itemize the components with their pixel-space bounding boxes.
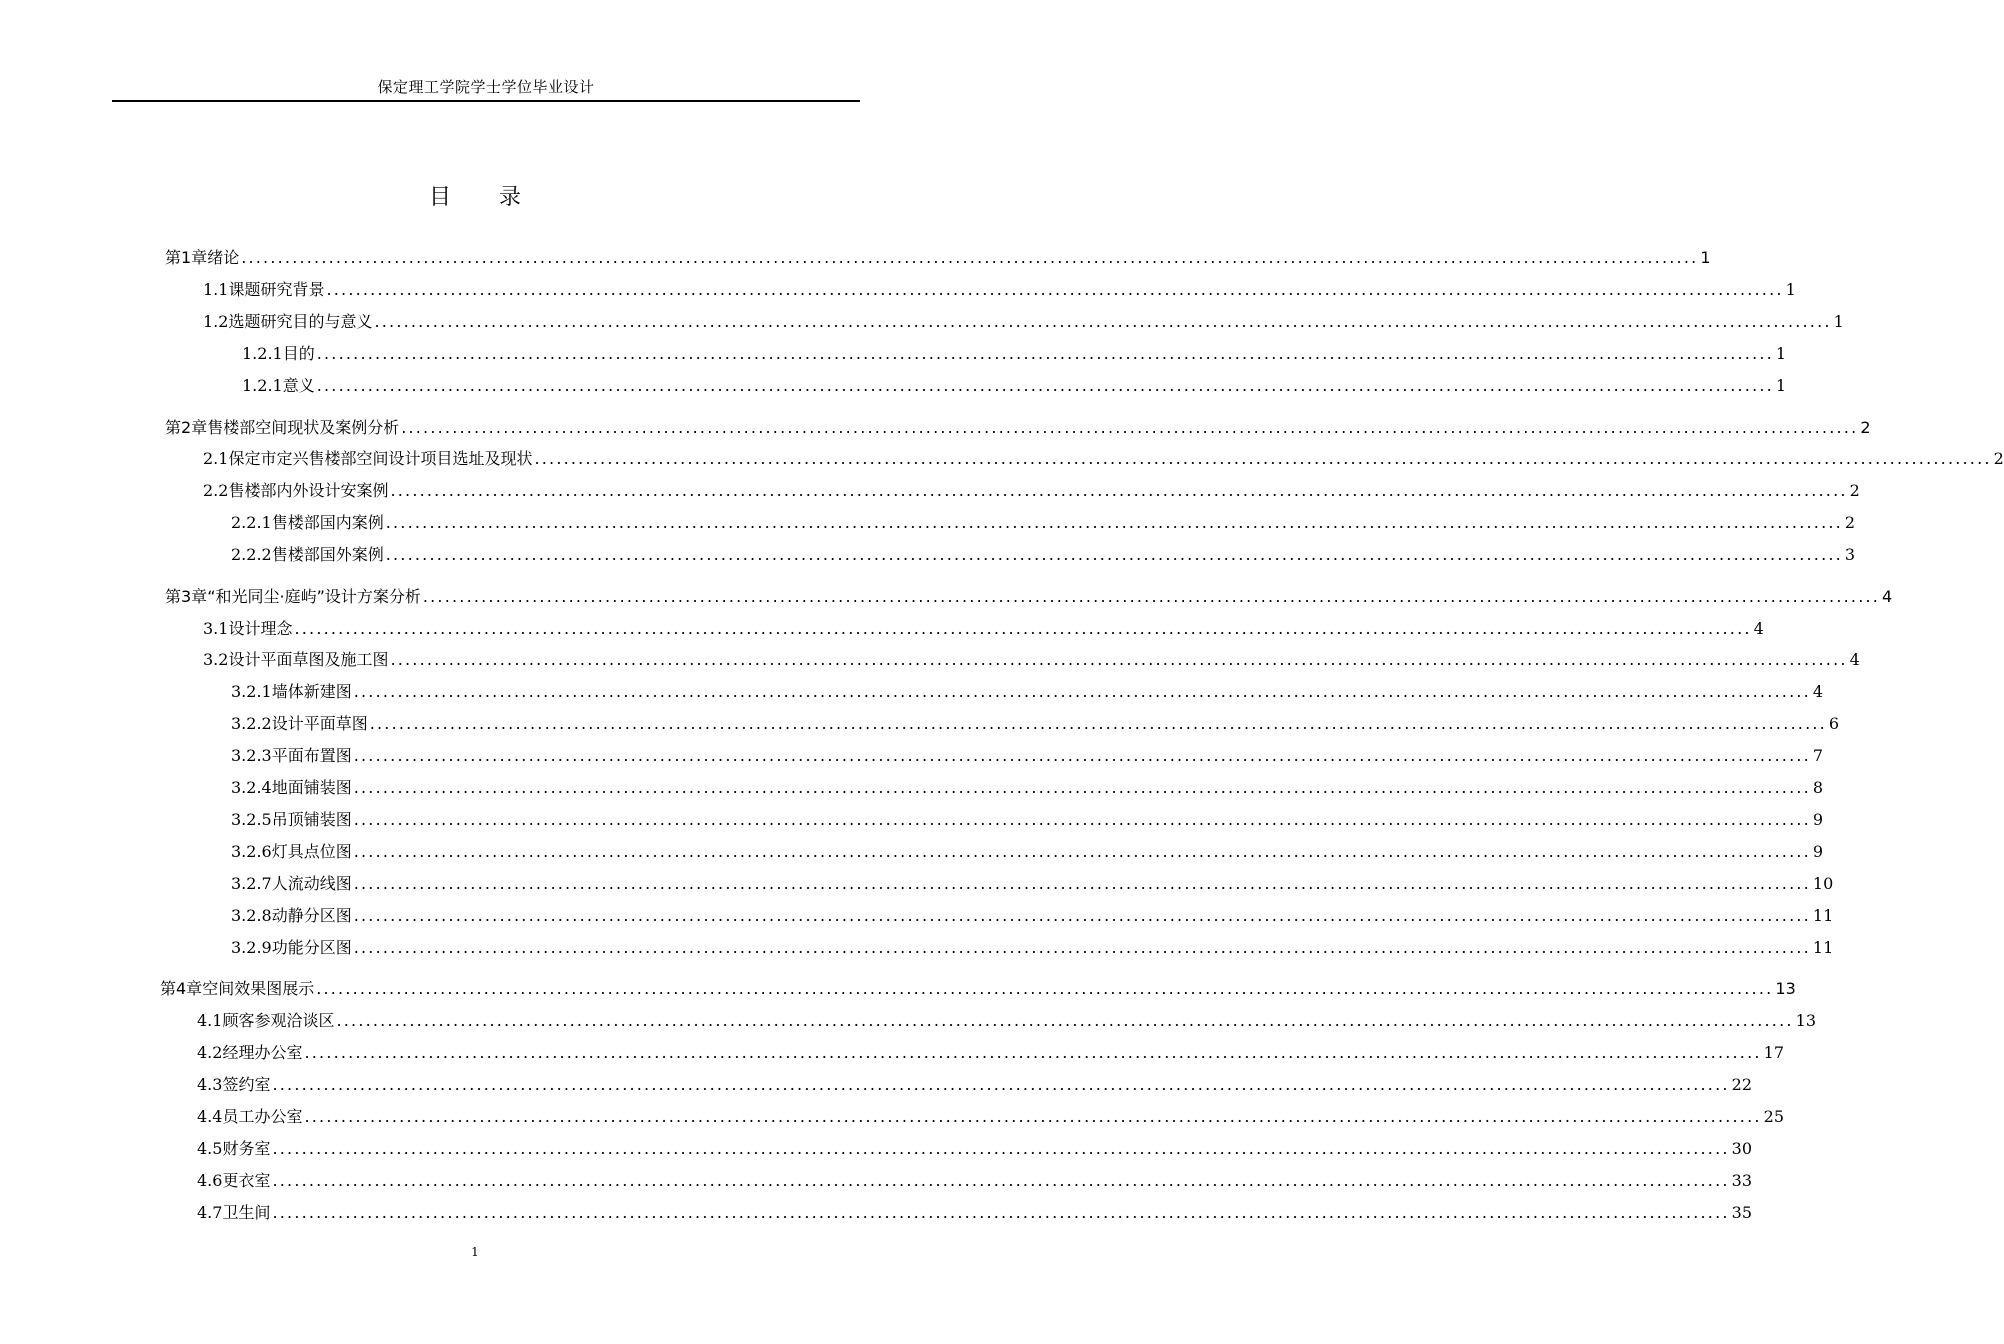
toc-entry-number: 1.2: [203, 312, 229, 331]
toc-entry-title: 空间效果图展示: [202, 979, 315, 998]
toc-entry-number: 第4章: [160, 979, 203, 998]
toc-section-entry[interactable]: [242, 342, 1787, 366]
toc-entry-page: 4: [1882, 587, 1893, 606]
toc-entry-page: 22: [1731, 1075, 1753, 1094]
toc-leader-dots: ........................................................................................................................................................................................................: [336, 1011, 1794, 1030]
toc-entry-page: 1: [1775, 344, 1787, 363]
toc-entry-title: 财务室: [222, 1139, 271, 1158]
toc-entry-title: 保定市定兴售楼部空间设计项目选址及现状: [228, 449, 533, 468]
toc-leader-dots: ........................................................................................................................................................................................................: [422, 587, 1881, 606]
toc-entry-page: 4: [1753, 619, 1764, 638]
toc-leader-dots: ........................................................................................................................................................................................................: [304, 1107, 1762, 1126]
toc-entry-page: 2: [1844, 513, 1856, 532]
toc-section-entry[interactable]: [197, 1105, 1785, 1129]
toc-leader-dots: ........................................................................................................................................................................................................: [353, 682, 1811, 701]
toc-entry-title: 顾客参观洽谈区: [222, 1011, 335, 1030]
toc-section-entry[interactable]: [231, 511, 1856, 535]
toc-entry-title: “和光同尘·庭屿”设计方案分析: [207, 587, 421, 606]
page-number: 1: [471, 1245, 479, 1259]
toc-leader-dots: ........................................................................................................................................................................................................: [390, 650, 1848, 669]
toc-entry-page: 1: [1833, 312, 1844, 331]
toc-entry-number: 3.2.7: [231, 874, 272, 893]
toc-entry-page: 8: [1812, 778, 1824, 797]
toc-entry-page: 25: [1763, 1107, 1785, 1126]
toc-entry-page: 3: [1844, 545, 1856, 564]
toc-leader-dots: ........................................................................................................................................................................................................: [374, 312, 1832, 331]
toc-section-entry[interactable]: [231, 808, 1824, 832]
toc-leader-dots: ........................................................................................................................................................................................................: [385, 513, 1843, 532]
toc-entry-page: 9: [1812, 842, 1824, 861]
toc-entry-page: 2: [1860, 418, 1871, 437]
toc-entry-title: 卫生间: [222, 1203, 271, 1222]
toc-entry-page: 2: [1849, 481, 1860, 500]
toc-entry-title: 售楼部国内案例: [271, 513, 384, 532]
toc-entry-title: 设计平面草图: [271, 714, 368, 733]
toc-section-entry[interactable]: [203, 648, 1860, 672]
toc-leader-dots: ........................................................................................................................................................................................................: [353, 842, 1811, 861]
toc-entry-page: 11: [1812, 906, 1834, 925]
toc-leader-dots: ........................................................................................................................................................................................................: [369, 714, 1827, 733]
toc-section-entry[interactable]: [197, 1169, 1753, 1193]
toc-section-entry[interactable]: [197, 1201, 1753, 1225]
toc-leader-dots: ........................................................................................................................................................................................................: [534, 449, 1992, 468]
toc-entry-number: 3.2.5: [231, 810, 272, 829]
toc-entry-title: 员工办公室: [222, 1107, 303, 1126]
toc-section-entry[interactable]: [203, 479, 1860, 503]
toc-entry-page: 1: [1785, 280, 1796, 299]
toc-entry-number: 4.5: [197, 1139, 223, 1158]
toc-leader-dots: ........................................................................................................................................................................................................: [316, 376, 1774, 395]
toc-section-entry[interactable]: [231, 840, 1824, 864]
toc-leader-dots: ........................................................................................................................................................................................................: [294, 619, 1752, 638]
toc-entry-title: 吊顶铺装图: [271, 810, 352, 829]
toc-leader-dots: ........................................................................................................................................................................................................: [353, 746, 1811, 765]
toc-entry-number: 2.2.1: [231, 513, 272, 532]
toc-entry-number: 4.3: [197, 1075, 223, 1094]
toc-entry-page: 11: [1812, 938, 1834, 957]
toc-entry-number: 3.2.4: [231, 778, 272, 797]
toc-section-entry[interactable]: [197, 1041, 1785, 1065]
toc-entry-number: 2.1: [203, 449, 229, 468]
page-header: 保定理工学院学士学位毕业设计: [377, 78, 595, 96]
toc-entry-number: 3.2.8: [231, 906, 272, 925]
toc-leader-dots: ........................................................................................................................................................................................................: [353, 906, 1811, 925]
toc-leader-dots: ........................................................................................................................................................................................................: [316, 979, 1774, 998]
toc-entry-number: 3.1: [203, 619, 229, 638]
toc-entry-title: 意义: [282, 376, 315, 395]
toc-leader-dots: ........................................................................................................................................................................................................: [401, 418, 1859, 437]
toc-leader-dots: ........................................................................................................................................................................................................: [326, 280, 1784, 299]
toc-section-entry[interactable]: [231, 872, 1834, 896]
toc-entry-title: 墙体新建图: [271, 682, 352, 701]
toc-section-entry[interactable]: [203, 447, 2004, 471]
toc-entry-page: 10: [1812, 874, 1834, 893]
toc-chapter-entry[interactable]: [165, 246, 1711, 270]
toc-entry-number: 3.2.1: [231, 682, 272, 701]
toc-entry-number: 1.2.1: [242, 376, 283, 395]
toc-entry-number: 4.7: [197, 1203, 223, 1222]
toc-entry-number: 1.1: [203, 280, 229, 299]
toc-leader-dots: ........................................................................................................................................................................................................: [353, 874, 1811, 893]
toc-leader-dots: ........................................................................................................................................................................................................: [353, 778, 1811, 797]
toc-entry-number: 3.2: [203, 650, 229, 669]
toc-entry-page: 4: [1849, 650, 1860, 669]
toc-entry-number: 3.2.3: [231, 746, 272, 765]
toc-entry-page: 2: [1993, 449, 2004, 468]
toc-entry-number: 3.2.6: [231, 842, 272, 861]
toc-entry-number: 4.2: [197, 1043, 223, 1062]
toc-entry-number: 第3章: [165, 587, 208, 606]
toc-entry-number: 4.1: [197, 1011, 223, 1030]
toc-entry-page: 6: [1828, 714, 1840, 733]
toc-leader-dots: ........................................................................................................................................................................................................: [272, 1171, 1730, 1190]
toc-section-entry[interactable]: [231, 776, 1824, 800]
toc-section-entry[interactable]: [242, 374, 1787, 398]
toc-leader-dots: ........................................................................................................................................................................................................: [304, 1043, 1762, 1062]
toc-section-entry[interactable]: [197, 1009, 1817, 1033]
toc-entry-title: 功能分区图: [271, 938, 352, 957]
toc-leader-dots: ........................................................................................................................................................................................................: [272, 1075, 1730, 1094]
toc-entry-number: 2.2: [203, 481, 229, 500]
toc-entry-title: 平面布置图: [271, 746, 352, 765]
toc-entry-page: 35: [1731, 1203, 1753, 1222]
toc-section-entry[interactable]: [231, 936, 1834, 960]
toc-chapter-entry[interactable]: [165, 416, 1871, 440]
toc-entry-number: 第2章: [165, 418, 208, 437]
toc-entry-page: 13: [1795, 1011, 1817, 1030]
toc-entry-number: 3.2.2: [231, 714, 272, 733]
toc-entry-page: 17: [1763, 1043, 1785, 1062]
header-rule: [112, 100, 860, 102]
toc-section-entry[interactable]: [203, 310, 1844, 334]
toc-chapter-entry[interactable]: [165, 585, 1893, 609]
toc-entry-title: 动静分区图: [271, 906, 352, 925]
page-title: [0, 180, 950, 211]
toc-section-entry[interactable]: [231, 904, 1834, 928]
title-char-1: 目: [428, 185, 451, 210]
toc-leader-dots: ........................................................................................................................................................................................................: [390, 481, 1848, 500]
toc-section-entry[interactable]: [231, 744, 1824, 768]
toc-entry-title: 课题研究背景: [228, 280, 325, 299]
toc-section-entry[interactable]: [203, 617, 1764, 641]
toc-entry-title: 绪论: [207, 248, 240, 267]
toc-entry-title: 目的: [282, 344, 315, 363]
toc-section-entry[interactable]: [231, 680, 1824, 704]
toc-entry-number: 4.4: [197, 1107, 223, 1126]
toc-entry-title: 选题研究目的与意义: [228, 312, 373, 331]
toc-entry-page: 13: [1775, 979, 1796, 998]
toc-entry-number: 2.2.2: [231, 545, 272, 564]
toc-entry-title: 售楼部空间现状及案例分析: [207, 418, 400, 437]
toc-leader-dots: ........................................................................................................................................................................................................: [385, 545, 1843, 564]
toc-entry-page: 9: [1812, 810, 1824, 829]
toc-section-entry[interactable]: [197, 1073, 1753, 1097]
toc-entry-title: 灯具点位图: [271, 842, 352, 861]
toc-leader-dots: ........................................................................................................................................................................................................: [353, 938, 1811, 957]
toc-entry-page: 7: [1812, 746, 1824, 765]
toc-entry-title: 售楼部内外设计安案例: [228, 481, 389, 500]
toc-section-entry[interactable]: [231, 543, 1856, 567]
toc-section-entry[interactable]: [197, 1137, 1753, 1161]
toc-leader-dots: ........................................................................................................................................................................................................: [241, 248, 1699, 267]
toc-entry-page: 4: [1812, 682, 1824, 701]
toc-leader-dots: ........................................................................................................................................................................................................: [272, 1203, 1730, 1222]
toc-entry-number: 4.6: [197, 1171, 223, 1190]
toc-section-entry[interactable]: [231, 712, 1840, 736]
toc-leader-dots: ........................................................................................................................................................................................................: [316, 344, 1774, 363]
toc-entry-page: 33: [1731, 1171, 1753, 1190]
toc-entry-title: 人流动线图: [271, 874, 352, 893]
toc-entry-title: 设计平面草图及施工图: [228, 650, 389, 669]
toc-entry-number: 第1章: [165, 248, 208, 267]
toc-entry-title: 经理办公室: [222, 1043, 303, 1062]
toc-entry-number: 1.2.1: [242, 344, 283, 363]
toc-entry-title: 售楼部国外案例: [271, 545, 384, 564]
toc-entry-number: 3.2.9: [231, 938, 272, 957]
toc-leader-dots: ........................................................................................................................................................................................................: [272, 1139, 1730, 1158]
toc-entry-title: 签约室: [222, 1075, 271, 1094]
toc-entry-title: 更衣室: [222, 1171, 271, 1190]
toc-entry-title: 设计理念: [228, 619, 293, 638]
title-char-2: 录: [499, 185, 522, 210]
toc-leader-dots: ........................................................................................................................................................................................................: [353, 810, 1811, 829]
toc-entry-page: 30: [1731, 1139, 1753, 1158]
toc-entry-page: 1: [1700, 248, 1711, 267]
toc-entry-title: 地面铺装图: [271, 778, 352, 797]
toc-entry-page: 1: [1775, 376, 1787, 395]
toc-chapter-entry[interactable]: [160, 977, 1796, 1001]
toc-section-entry[interactable]: [203, 278, 1796, 302]
